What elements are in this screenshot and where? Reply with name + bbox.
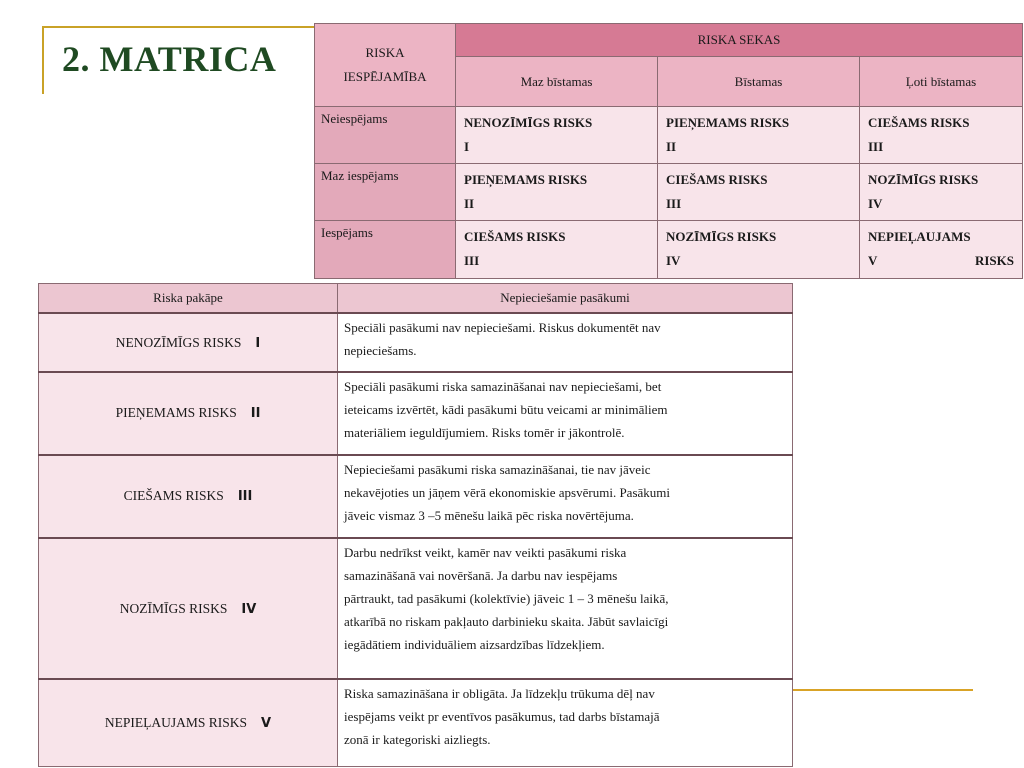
risk-label: NEPIEĻAUJAMS	[868, 229, 971, 244]
matrix-cell	[658, 164, 860, 221]
table-row	[39, 538, 793, 680]
matrix-cell	[658, 221, 860, 279]
table-row	[39, 313, 793, 372]
matrix-cell	[456, 164, 658, 221]
measures-cell	[338, 313, 793, 372]
measures-cell	[338, 538, 793, 680]
measures-line: iespējams veikt pr eventīvos pasākumus, tad darbs bīstamajā	[344, 709, 660, 725]
measures-line: atkarībā no riskam pakļauto darbinieku skaita. Jābūt savlaicīgi	[344, 613, 669, 629]
measures-line: zonā ir kategoriski aizliegts.	[344, 732, 491, 748]
matrix-cell	[860, 221, 1023, 279]
risk-level: III	[464, 253, 480, 268]
risk-label: PIEŅEMAMS RISKS	[464, 172, 588, 187]
measures-line: samazināšanā vai novēršanā. Ja darbu nav iespējams	[344, 567, 618, 583]
matrix-cell	[456, 107, 658, 164]
measures-line: Nepieciešami pasākumi riska samazināšanai, tie nav jāveic	[344, 461, 651, 477]
matrix-cell	[860, 107, 1023, 164]
matrix-cell	[456, 221, 658, 279]
risk-degree-cell	[39, 313, 338, 372]
risk-label: NOZĪMĪGS RISKS	[666, 229, 777, 244]
risk-level: IV	[666, 253, 681, 268]
risk-degree: NENOZĪMĪGS RISKS	[115, 334, 242, 350]
risk-degree: NEPIEĻAUJAMS RISKS	[104, 715, 248, 731]
measures-cell	[338, 372, 793, 455]
risk-level-split	[868, 249, 1014, 273]
probability-header	[315, 24, 456, 107]
risk-level: II	[464, 196, 475, 211]
measures-line: Speciāli pasākumi nav nepieciešami. Riskus dokumentēt nav	[344, 320, 661, 336]
consequences-header: RISKA SEKAS	[456, 24, 1023, 57]
row-label-possible: Iespējams	[315, 221, 456, 279]
row-label-impossible: Neiespējams	[315, 107, 456, 164]
risk-level: V	[261, 716, 272, 732]
title-frame-left-line	[42, 28, 44, 94]
risk-degree-cell	[39, 679, 338, 766]
measures-cell	[338, 679, 793, 766]
risk-level: III	[666, 196, 682, 211]
risk-label: PIEŅEMAMS RISKS	[666, 115, 790, 130]
measures-line: Speciāli pasākumi riska samazināšanai nav nepieciešami, bet	[344, 378, 662, 394]
risk-label: CIEŠAMS RISKS	[666, 172, 768, 187]
risk-label: CIEŠAMS RISKS	[464, 229, 566, 244]
probability-header-line2: IESPĒJAMĪBA	[343, 69, 427, 84]
probability-header-line1: RISKA	[365, 45, 405, 60]
measures-line: iegādātiem individuāliem aizsardzības līdzekļiem.	[344, 636, 605, 652]
risk-level: III	[868, 139, 884, 154]
risk-level: IV	[241, 601, 257, 617]
risk-level: III	[237, 489, 253, 505]
measures-line: nekavējoties un jāņem vērā ekonomiskie apsvērumi. Pasākumi	[344, 484, 670, 500]
decorative-gold-line	[793, 689, 973, 691]
risk-degree: CIEŠAMS RISKS	[123, 488, 224, 504]
risk-label-suffix: RISKS	[974, 253, 1014, 268]
column-header-risk-degree: Riska pakāpe	[39, 284, 338, 314]
risk-matrix-table	[314, 23, 1023, 279]
risk-degree: NOZĪMĪGS RISKS	[119, 600, 228, 616]
risk-degree-cell	[39, 538, 338, 680]
risk-level: V	[868, 253, 878, 268]
column-header-low-danger: Maz bīstamas	[456, 57, 658, 107]
measures-line: Riska samazināšana ir obligāta. Ja līdzekļu trūkuma dēļ nav	[344, 686, 655, 702]
table-row	[39, 455, 793, 538]
column-header-required-measures: Nepieciešamie pasākumi	[338, 284, 793, 314]
table-row	[39, 372, 793, 455]
measures-line: ieteicams izvērtēt, kādi pasākumi būtu veicami ar minimāliem	[344, 401, 668, 417]
measures-line: jāveic vismaz 3 –5 mēnešu laikā pēc riska novērtējuma.	[344, 507, 634, 523]
risk-degree-cell	[39, 372, 338, 455]
risk-level: I	[255, 335, 261, 351]
risk-label: NENOZĪMĪGS RISKS	[464, 115, 593, 130]
title-frame-top-line	[42, 26, 314, 28]
column-header-high-danger: Ļoti bīstamas	[860, 57, 1023, 107]
risk-actions-table	[38, 283, 793, 767]
measures-line: materiāliem ieguldījumiem. Risks tomēr ir jākontrolē.	[344, 424, 625, 440]
risk-level: II	[250, 406, 261, 422]
table-row	[39, 679, 793, 766]
risk-degree-cell	[39, 455, 338, 538]
matrix-cell	[860, 164, 1023, 221]
risk-label: NOZĪMĪGS RISKS	[868, 172, 979, 187]
slide-title: 2. MATRICA	[62, 39, 277, 79]
matrix-cell	[658, 107, 860, 164]
row-label-unlikely: Maz iespējams	[315, 164, 456, 221]
risk-degree: PIEŅEMAMS RISKS	[115, 405, 237, 421]
table-header-row	[39, 284, 793, 314]
column-header-danger: Bīstamas	[658, 57, 860, 107]
measures-line: pārtraukt, tad pasākumi (kolektīvie) jāveic 1 – 3 mēnešu laikā,	[344, 590, 669, 606]
measures-line: Darbu nedrīkst veikt, kamēr nav veikti pasākumi riska	[344, 544, 627, 560]
measures-cell	[338, 455, 793, 538]
risk-level: IV	[868, 196, 883, 211]
risk-level: I	[464, 139, 470, 154]
risk-level: II	[666, 139, 677, 154]
measures-line: nepieciešams.	[344, 343, 417, 359]
risk-label: CIEŠAMS RISKS	[868, 115, 970, 130]
